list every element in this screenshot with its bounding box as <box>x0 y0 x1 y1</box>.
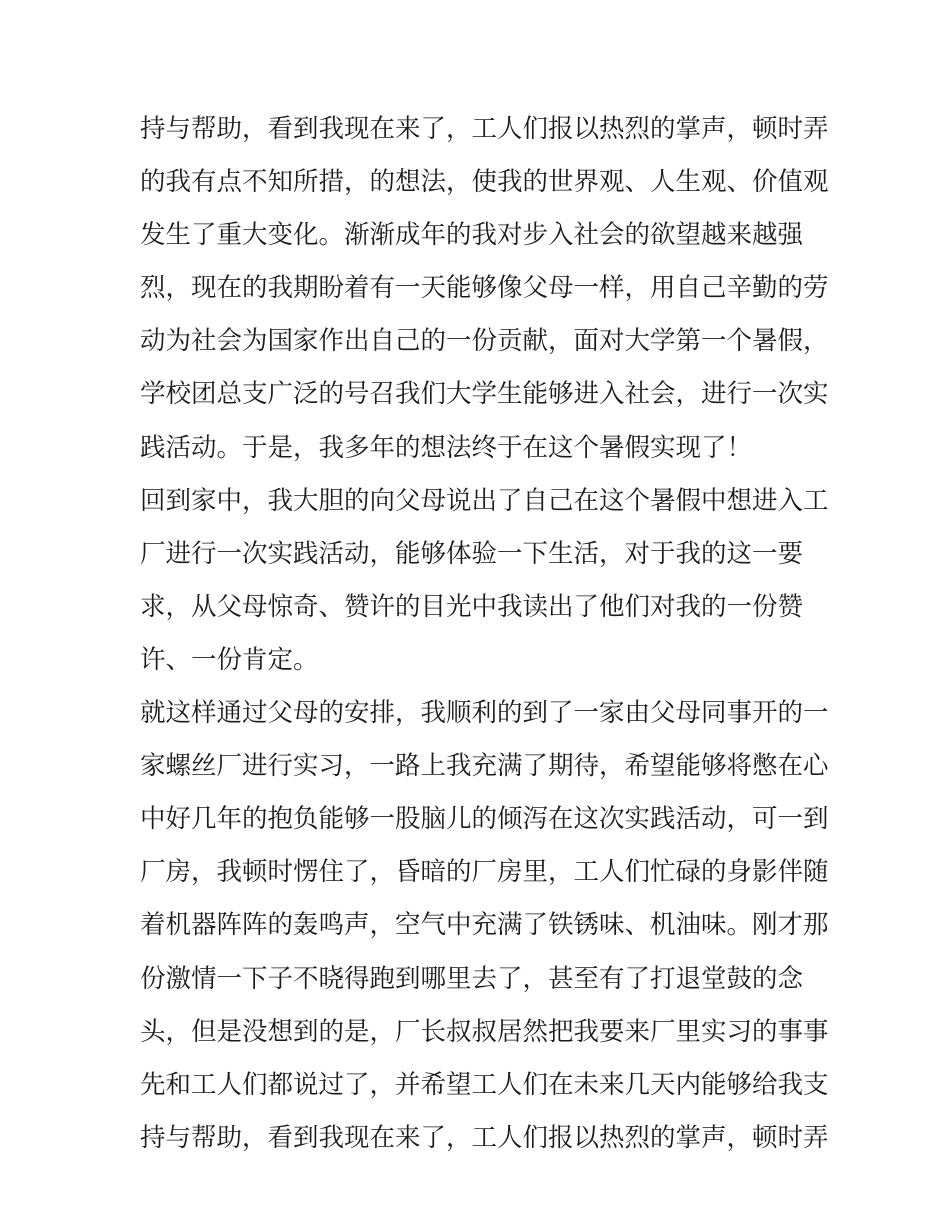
text-line: 份激情一下子不晓得跑到哪里去了，甚至有了打退堂鼓的念 <box>140 963 804 994</box>
text-line: 着机器阵阵的轰鸣声，空气中充满了铁锈味、机油味。刚才那 <box>140 910 829 941</box>
text-line: 烈，现在的我期盼着有一天能够像父母一样，用自己辛勤的劳 <box>140 273 829 304</box>
text-line: 持与帮助，看到我现在来了，工人们报以热烈的掌声，顿时弄 <box>140 114 829 144</box>
text-line: 学校团总支广泛的号召我们大学生能够进入社会，进行一次实 <box>140 379 829 410</box>
text-line: 动为社会为国家作出自己的一份贡献，面对大学第一个暑假， <box>140 326 829 357</box>
text-line: 践活动。于是，我多年的想法终于在这个暑假实现了！ <box>140 432 753 463</box>
text-line: 回到家中，我大胆的向父母说出了自己在这个暑假中想进入工 <box>140 485 829 516</box>
text-line: 先和工人们都说过了，并希望工人们在未来几天内能够给我支 <box>140 1069 829 1100</box>
text-line: 厂进行一次实践活动，能够体验一下生活，对于我的这一要 <box>140 538 804 569</box>
text-line: 就这样通过父母的安排，我顺利的到了一家由父母同事开的一 <box>140 698 829 729</box>
text-line: 家螺丝厂进行实习，一路上我充满了期待，希望能够将憋在心 <box>140 751 829 782</box>
text-line: 持与帮助，看到我现在来了，工人们报以热烈的掌声，顿时弄 <box>140 1122 829 1153</box>
text-line: 厂房，我顿时愣住了，昏暗的厂房里，工人们忙碌的身影伴随 <box>140 857 829 888</box>
text-line: 的我有点不知所措，的想法，使我的世界观、人生观、价值观 <box>140 167 829 198</box>
text-line: 中好几年的抱负能够一股脑儿的倾泻在这次实践活动，可一到 <box>140 804 829 835</box>
text-line: 头，但是没想到的是，厂长叔叔居然把我要来厂里实习的事事 <box>140 1016 829 1047</box>
text-line: 许、一份肯定。 <box>140 644 319 675</box>
text-line: 求，从父母惊奇、赞许的目光中我读出了他们对我的一份赞 <box>140 591 804 622</box>
body-text <box>140 103 829 1165</box>
text-line: 发生了重大变化。渐渐成年的我对步入社会的欲望越来越强 <box>140 220 804 251</box>
